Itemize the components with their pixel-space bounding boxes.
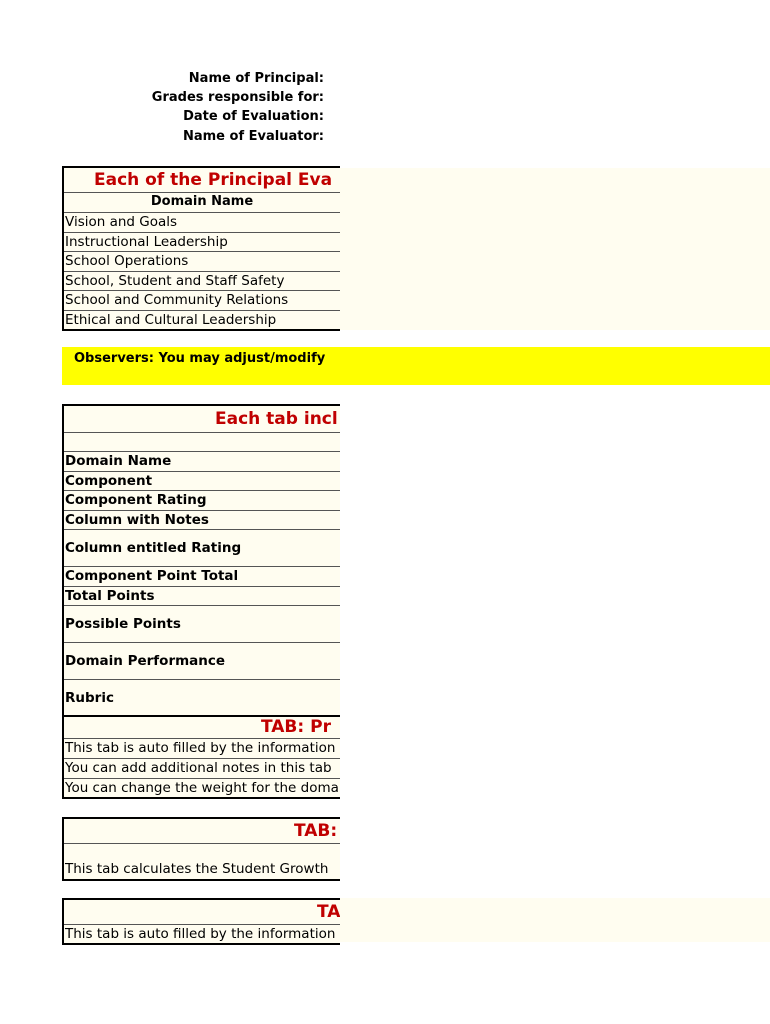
domains-column-header: Domain Name <box>64 193 340 213</box>
grades-responsible-label: Grades responsible for: <box>151 90 324 105</box>
observers-note-band <box>62 347 770 385</box>
tab-includes-title: Each tab incl <box>64 406 340 433</box>
tab-row: Total Points <box>64 587 340 607</box>
domain-row: Vision and Goals <box>64 213 340 233</box>
cream-background-top <box>338 168 770 330</box>
domain-row: School Operations <box>64 252 340 272</box>
domains-table-title: Each of the Principal Eva <box>64 168 340 193</box>
tab-section-1-title: TAB: Pr <box>64 717 340 739</box>
name-of-evaluator-label: Name of Evaluator: <box>182 129 324 144</box>
tab-row: Possible Points <box>64 606 340 643</box>
name-of-principal-label: Name of Principal: <box>188 71 324 86</box>
blank-row <box>64 433 340 452</box>
tab-section-1-row: You can add additional notes in this tab <box>64 759 340 779</box>
tab-row: Column entitled Rating <box>64 530 340 567</box>
cream-background-bottom <box>338 898 770 942</box>
domain-row: School and Community Relations <box>64 291 340 311</box>
tab-row: Domain Name <box>64 452 340 472</box>
observers-note: Observers: You may adjust/modify <box>74 351 326 366</box>
tab-section-1-row: This tab is auto filled by the information <box>64 739 340 759</box>
date-of-evaluation-label: Date of Evaluation: <box>183 109 324 124</box>
tab-row: Domain Performance <box>64 643 340 680</box>
tab-row: Component Point Total <box>64 567 340 587</box>
tab-section-2-title: TAB: <box>64 819 340 844</box>
domain-row: Instructional Leadership <box>64 233 340 253</box>
domain-row: School, Student and Staff Safety <box>64 272 340 292</box>
tab-row: Rubric <box>64 680 340 717</box>
tab-section-2-row: This tab calculates the Student Growth <box>64 844 340 881</box>
tab-section-1-row: You can change the weight for the doma <box>64 779 340 799</box>
domains-table <box>62 166 340 331</box>
tab-section-3-title: TA <box>64 900 340 925</box>
tab-row: Column with Notes <box>64 511 340 531</box>
tab-includes-table <box>62 404 340 717</box>
domain-row: Ethical and Cultural Leadership <box>64 311 340 331</box>
tab-section-3-row: This tab is auto filled by the information <box>64 925 340 945</box>
tab-row: Component Rating <box>64 491 340 511</box>
tab-row: Component <box>64 472 340 492</box>
tab-section-1 <box>62 717 340 799</box>
tab-section-3 <box>62 898 340 945</box>
tab-section-2 <box>62 817 340 881</box>
